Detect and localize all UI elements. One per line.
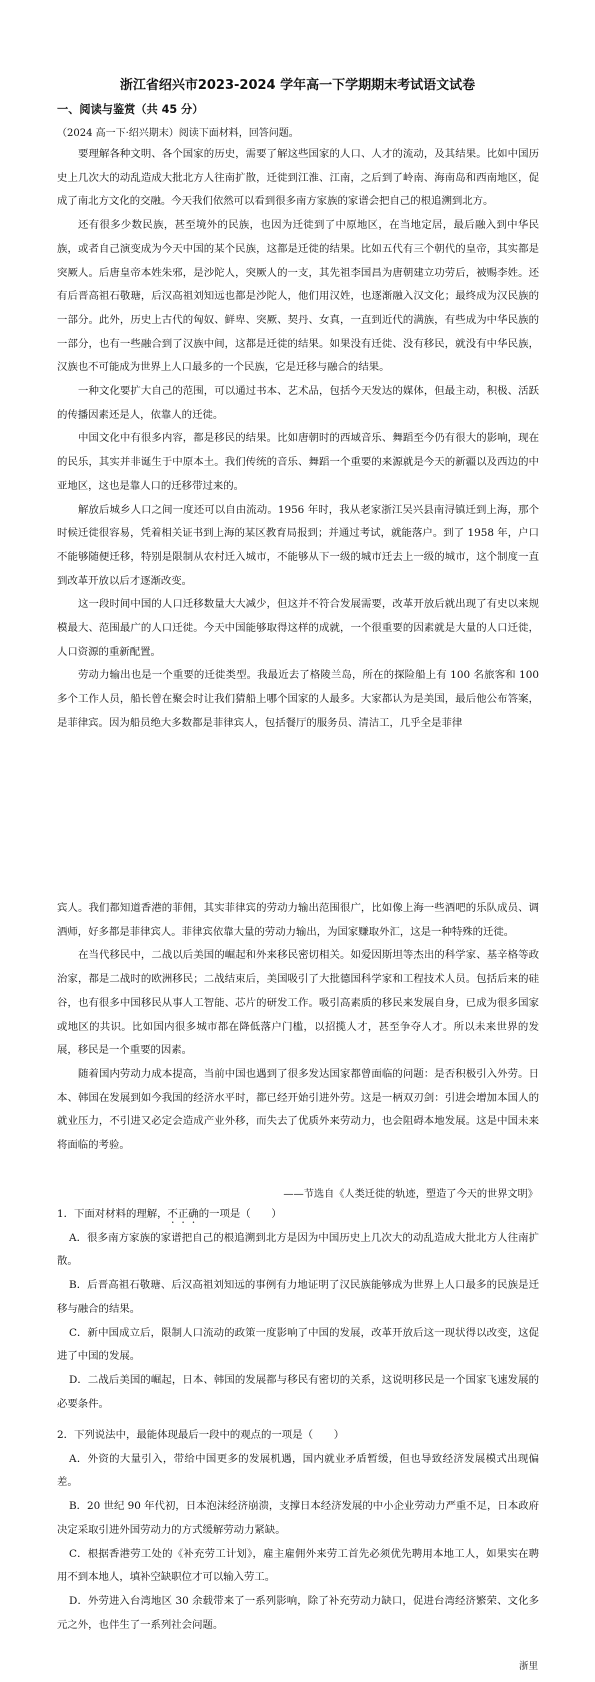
passage-source: ——节选自《人类迁徙的轨迹，塑造了今天的世界文明》 [283,1189,538,1200]
emphasis-mark: 不正确 [167,1208,199,1220]
reading-passage-part2 [57,897,539,1158]
question-2-option-d[interactable]: D．外劳进入台湾地区 30 余载带来了一系列影响，除了补充劳动力缺口，促进台湾经济繁荣、文化多元之外，也伴生了一系列社会问题。 [57,1594,539,1631]
reading-passage-part1 [57,143,539,736]
question-2-option-c[interactable]: C．根据香港劳工处的《补充劳工计划》，雇主雇佣外来劳工首先必须优先聘用本地工人，如果实在聘用不到本地人，填补空缺职位才可以输入劳工。 [57,1547,539,1584]
reading-intro: （2024 高一下·绍兴期末）阅读下面材料，回答问题。 [57,128,299,139]
question-2-option-a[interactable]: A．外资的大量引入，带给中国更多的发展机遇，国内就业矛盾暂缓，但也导致经济发展模式出现偏差。 [57,1452,539,1489]
question-1-option-c[interactable]: C．新中国成立后，限制人口流动的政策一度影响了中国的发展，改革开放后这一现状得以改变，这促进了中国的发展。 [57,1326,539,1363]
question-1-option-b[interactable]: B．后晋高祖石敬瑭、后汉高祖刘知远的事例有力地证明了汉民族能够成为世界上人口最多的民族是迁移与融合的结果。 [57,1279,539,1315]
passage-paragraph: 劳动力输出也是一个重要的迁徙类型。我最近去了格陵兰岛，所在的探险船上有 100 名旅客和 100 多个工作人员，船长曾在聚会时让我们猜船上哪个国家的人最多。大家都认为是美国，最后他公布答案，是菲律宾。因为船员绝大多数都是菲律宾人，包括餐厅的服务员、清洁工，几乎全是菲律 [57,669,539,729]
question-2-option-b[interactable]: B．20 世纪 90 年代初，日本泡沫经济崩溃，支撑日本经济发展的中小企业劳动力严重不足，日本政府决定采取引进外国劳动力的方式缓解劳动力紧缺。 [57,1500,539,1536]
question-2-stem: 2．下列说法中，最能体现最后一段中的观点的一项是（ ） [57,1429,345,1441]
passage-paragraph: 宾人。我们都知道香港的菲佣，其实菲律宾的劳动力输出范围很广，比如像上海一些酒吧的乐队成员、调酒师，好多都是菲律宾人。菲律宾依靠大量的劳动力输出，为国家赚取外汇，这是一种特殊的迁徙。 [57,902,539,938]
passage-paragraph: 解放后城乡人口之间一度还可以自由流动。1956 年时，我从老家浙江吴兴县南浔镇迁到上海，那个时候迁徙很容易，凭着相关证书到上海的某区教育局报到；并通过考试，就能落户。到了 1958 年，户口不能够随便迁移，特别是限制从农村迁入城市，不能够从下一级的城市迁去上一级的城市，这个制度一直到改革开放以后才逐渐改变。 [57,503,539,587]
footer-watermark: 浙里 [518,1661,538,1672]
question-1-stem: 1．下面对材料的理解，不正确的一项是（ ） [57,1208,282,1220]
passage-paragraph: 随着国内劳动力成本提高，当前中国也遇到了很多发达国家都曾面临的问题：是否积极引入外劳。日本、韩国在发展到如今我国的经济水平时，都已经开始引进外劳。这是一柄双刃剑：引进会增加本国人的就业压力，不引进又必定会造成产业外移，而失去了优质外来劳动力，也会阻碍本地发展。这是中国未来将面临的考验。 [57,1067,539,1152]
section-heading: 一、阅读与鉴赏（共 45 分） [57,103,204,116]
question-1 [57,1203,539,1416]
exam-title: 浙江省绍兴市2023-2024 学年高一下学期期末考试语文试卷 [119,78,476,93]
question-1-option-d[interactable]: D．二战后美国的崛起，日本、韩国的发展都与移民有密切的关系，这说明移民是一个国家飞速发展的必要条件。 [57,1373,539,1410]
passage-paragraph: 在当代移民中，二战以后美国的崛起和外来移民密切相关。如爱因斯坦等杰出的科学家、基辛格等政治家，都是二战时的欧洲移民；二战结束后，美国吸引了大批德国科学家和工程技术人员。包括后来的硅谷，也有很多中国移民从事人工智能、芯片的研发工作。吸引高素质的移民来发展自身，已成为很多国家或地区的共识。比如国内很多城市都在降低落户门槛，以招揽人才，甚至争夺人才。所以未来世界的发展，移民是一个重要的因素。 [57,949,539,1057]
passage-paragraph: 一种文化要扩大自己的范围，可以通过书本、艺术品，包括今天发达的媒体，但最主动，积极、活跃的传播因素还是人，依靠人的迁徙。 [57,385,539,421]
passage-paragraph: 中国文化中有很多内容，都是移民的结果。比如唐朝时的西域音乐、舞蹈至今仍有很大的影响，现在的民乐，其实并非诞生于中原本土。我们传统的音乐、舞蹈一个重要的来源就是今天的新疆以及西边的中亚地区，这也是靠人口的迁移带过来的。 [57,432,539,492]
passage-paragraph: 要理解各种文明、各个国家的历史，需要了解这些国家的人口、人才的流动，及其结果。比如中国历史上几次大的动乱造成大批北方人往南扩散，迁徙到江淮、江南，之后到了岭南、海南岛和西南地区，促成了南北方文化的交融。今天我们依然可以看到很多南方家族的家谱会把自己的根追溯到北方。 [57,148,539,208]
question-2 [57,1424,539,1637]
question-1-option-a[interactable]: A．很多南方家族的家谱把自己的根追溯到北方是因为中国历史上几次大的动乱造成大批北方人往南扩散。 [57,1231,539,1268]
passage-paragraph: 这一段时间中国的人口迁移数量大大减少，但这并不符合发展需要，改革开放后就出现了有史以来规模最大、范围最广的人口迁徙。今天中国能够取得这样的成就，一个很重要的因素就是大量的人口迁徙，人口资源的重新配置。 [57,598,539,658]
passage-paragraph: 还有很多少数民族，甚至境外的民族，也因为迁徙到了中原地区，在当地定居，最后融入到中华民族，或者自己演变成为今天中国的某个民族，这都是迁徙的结果。比如五代有三个朝代的皇帝，其实都是突厥人。后唐皇帝本姓朱邪，是沙陀人，突厥人的一支，其先祖李国昌为唐朝建立功劳后，被赐李姓。还有后晋高祖石敬瑭，后汉高祖刘知远也都是沙陀人，他们用汉姓，也逐渐融入汉文化；最终成为汉民族的一部分。此外，历史上古代的匈奴、鲜卑、突厥、契丹、女真，一直到近代的满族，有些成为中华民族的一部分，也有一些融合到了汉族中间，这都是迁徙的结果。如果没有迁徙、没有移民，就没有中华民族，汉族也不可能成为世界上人口最多的一个民族，它是迁移与融合的结果。 [57,219,539,374]
